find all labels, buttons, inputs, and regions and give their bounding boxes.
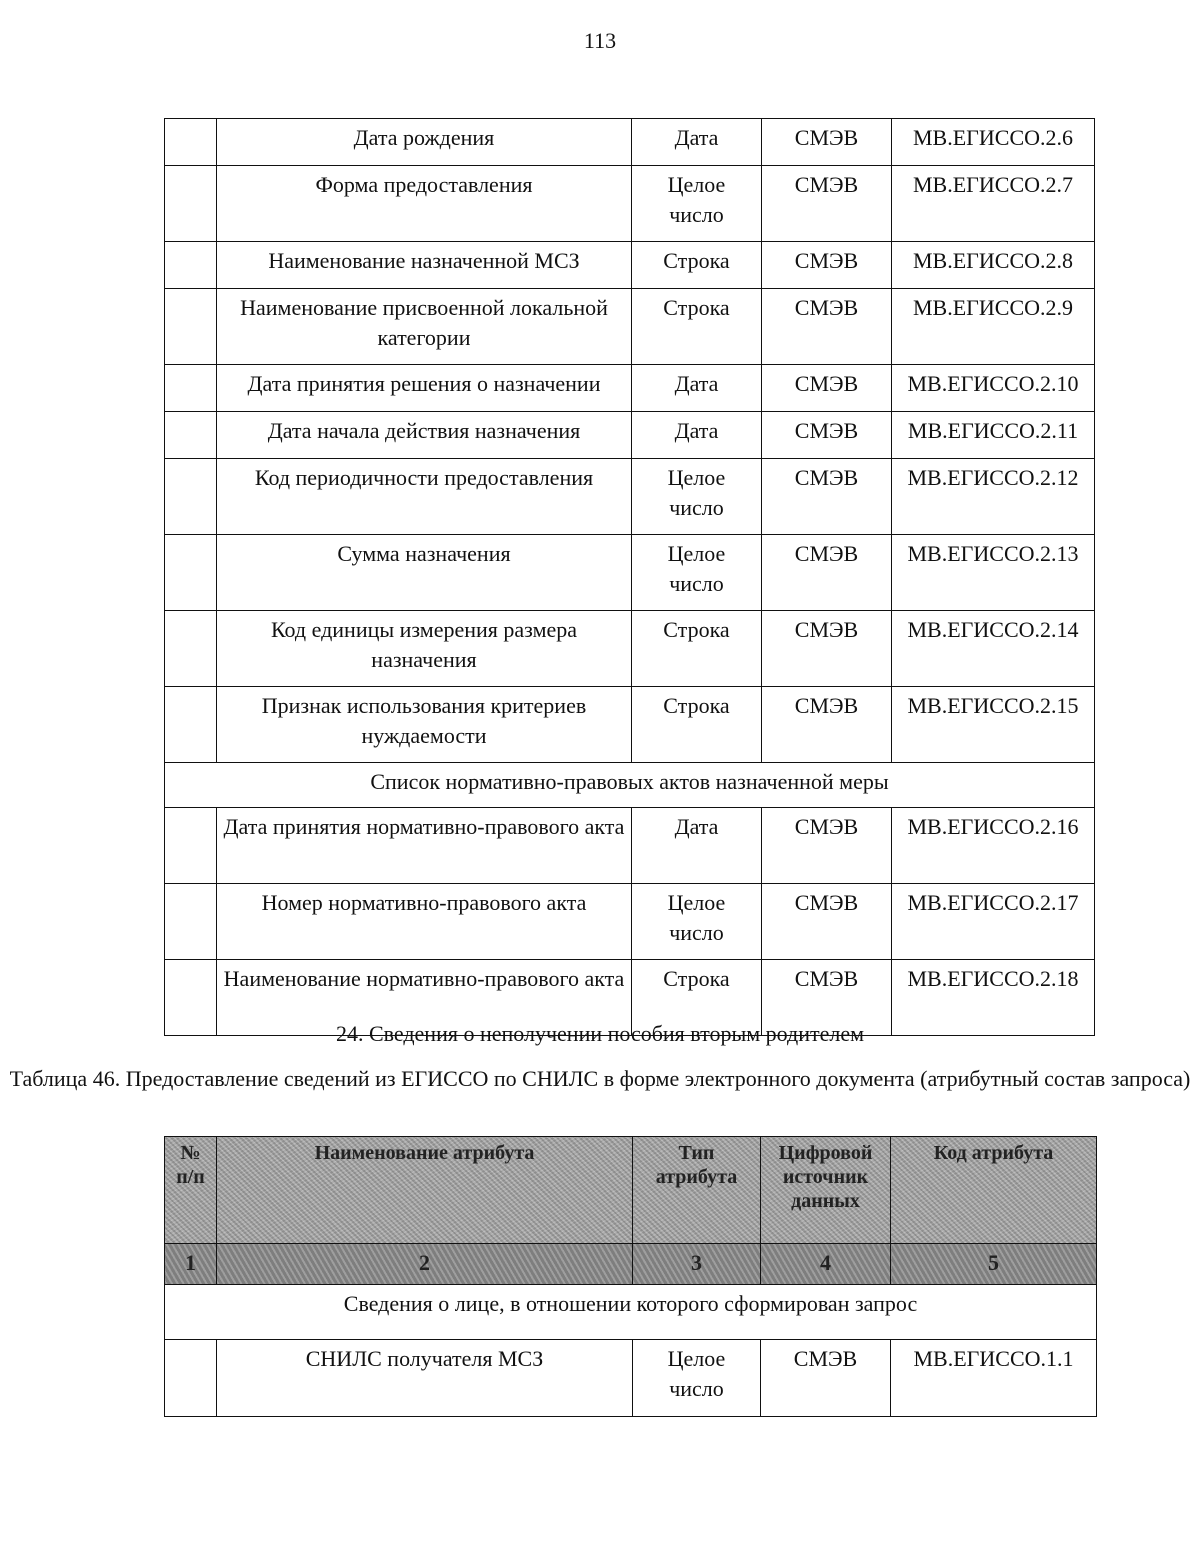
row-number-cell	[165, 459, 217, 535]
column-number-cell: 5	[891, 1244, 1097, 1285]
data-source-cell: СМЭВ	[762, 808, 892, 884]
table-row	[165, 166, 1095, 242]
attribute-type-cell: Целое число	[633, 1340, 761, 1417]
row-number-cell	[165, 1340, 217, 1417]
section-row	[165, 763, 1095, 808]
attribute-code-cell: МВ.ЕГИССО.2.9	[892, 289, 1095, 365]
row-number-cell	[165, 119, 217, 166]
table-row	[165, 412, 1095, 459]
row-number-cell	[165, 808, 217, 884]
attribute-code-cell: МВ.ЕГИССО.2.17	[892, 884, 1095, 960]
attribute-code-cell: МВ.ЕГИССО.1.1	[891, 1340, 1097, 1417]
section-title: Список нормативно-правовых актов назначенной меры	[165, 763, 1095, 808]
data-source-cell: СМЭВ	[761, 1340, 891, 1417]
table-row	[165, 365, 1095, 412]
attribute-type-cell: Строка	[632, 289, 762, 365]
column-number-cell: 2	[217, 1244, 633, 1285]
attribute-code-cell: МВ.ЕГИССО.2.11	[892, 412, 1095, 459]
page-number: 113	[583, 28, 617, 53]
row-number-cell	[165, 611, 217, 687]
data-source-cell: СМЭВ	[762, 884, 892, 960]
attribute-type-cell: Целое число	[632, 166, 762, 242]
data-source-cell: СМЭВ	[762, 242, 892, 289]
attribute-type-cell: Строка	[632, 960, 762, 1036]
data-source-cell: СМЭВ	[762, 459, 892, 535]
table-row	[165, 884, 1095, 960]
attribute-type-cell: Целое число	[632, 535, 762, 611]
attribute-type-cell: Целое число	[632, 459, 762, 535]
attribute-type-cell: Дата	[632, 808, 762, 884]
row-number-cell	[165, 412, 217, 459]
header-cell-source: Цифровой источник данных	[761, 1137, 891, 1244]
table-row	[165, 1340, 1097, 1417]
attribute-code-cell: МВ.ЕГИССО.2.18	[892, 960, 1095, 1036]
table-row	[165, 611, 1095, 687]
data-source-cell: СМЭВ	[762, 412, 892, 459]
data-source-cell: СМЭВ	[762, 535, 892, 611]
attribute-type-cell: Строка	[632, 611, 762, 687]
data-source-cell: СМЭВ	[762, 687, 892, 763]
attribute-code-cell: МВ.ЕГИССО.2.13	[892, 535, 1095, 611]
data-source-cell: СМЭВ	[762, 119, 892, 166]
attribute-code-cell: МВ.ЕГИССО.2.14	[892, 611, 1095, 687]
table-row	[165, 535, 1095, 611]
table-row	[165, 289, 1095, 365]
data-source-cell: СМЭВ	[762, 365, 892, 412]
table-row	[165, 119, 1095, 166]
attribute-type-cell: Строка	[632, 242, 762, 289]
attribute-name-cell: Дата рождения	[217, 119, 632, 166]
attribute-name-cell: Наименование назначенной МСЗ	[217, 242, 632, 289]
attribute-code-cell: МВ.ЕГИССО.2.10	[892, 365, 1095, 412]
attribute-type-cell: Дата	[632, 412, 762, 459]
attribute-code-cell: МВ.ЕГИССО.2.6	[892, 119, 1095, 166]
attribute-name-cell: Признак использования критериев нуждаемости	[217, 687, 632, 763]
attributes-table-body	[165, 119, 1095, 1036]
attribute-name-cell: Код единицы измерения размера назначения	[217, 611, 632, 687]
attribute-name-cell: Номер нормативно-правового акта	[217, 884, 632, 960]
attribute-code-cell: МВ.ЕГИССО.2.15	[892, 687, 1095, 763]
attribute-code-cell: МВ.ЕГИССО.2.7	[892, 166, 1095, 242]
column-number-cell: 3	[633, 1244, 761, 1285]
data-source-cell: СМЭВ	[762, 960, 892, 1036]
header-cell-name: Наименование атрибута	[217, 1137, 633, 1244]
attribute-code-cell: МВ.ЕГИССО.2.8	[892, 242, 1095, 289]
data-source-cell: СМЭВ	[762, 166, 892, 242]
table-row	[165, 687, 1095, 763]
attribute-type-cell: Целое число	[632, 884, 762, 960]
attribute-name-cell: Дата принятия решения о назначении	[217, 365, 632, 412]
column-number-row	[165, 1244, 1097, 1285]
header-cell-code: Код атрибута	[891, 1137, 1097, 1244]
row-number-cell	[165, 535, 217, 611]
header-cell-number: № п/п	[165, 1137, 217, 1244]
data-source-cell: СМЭВ	[762, 289, 892, 365]
row-number-cell	[165, 166, 217, 242]
column-number-cell: 4	[761, 1244, 891, 1285]
row-number-cell	[165, 365, 217, 412]
attribute-type-cell: Дата	[632, 119, 762, 166]
table-row	[165, 242, 1095, 289]
attribute-code-cell: МВ.ЕГИССО.2.12	[892, 459, 1095, 535]
attribute-name-cell: СНИЛС получателя МСЗ	[217, 1340, 633, 1417]
row-number-cell	[165, 884, 217, 960]
attribute-name-cell: Дата начала действия назначения	[217, 412, 632, 459]
data-source-cell: СМЭВ	[762, 611, 892, 687]
table-caption: Таблица 46. Предоставление сведений из ЕГИССО по СНИЛС в форме электронного документа (атрибутный состав запроса)	[9, 1066, 1191, 1091]
table-row	[165, 459, 1095, 535]
header-cell-type: Тип атрибута	[633, 1137, 761, 1244]
attribute-code-cell: МВ.ЕГИССО.2.16	[892, 808, 1095, 884]
attributes-table-continued	[164, 118, 1095, 1036]
table-header-row	[165, 1137, 1097, 1244]
attribute-name-cell: Форма предоставления	[217, 166, 632, 242]
section-row	[165, 1285, 1097, 1340]
row-number-cell	[165, 289, 217, 365]
attribute-type-cell: Дата	[632, 365, 762, 412]
attribute-name-cell: Наименование нормативно-правового акта	[217, 960, 632, 1036]
attribute-name-cell: Наименование присвоенной локальной категории	[217, 289, 632, 365]
attribute-type-cell: Строка	[632, 687, 762, 763]
table-row	[165, 808, 1095, 884]
section-heading: 24. Сведения о неполучении пособия вторым родителем	[335, 1021, 865, 1046]
column-number-cell: 1	[165, 1244, 217, 1285]
attribute-name-cell: Сумма назначения	[217, 535, 632, 611]
request-attributes-table	[164, 1136, 1097, 1417]
row-number-cell	[165, 242, 217, 289]
row-number-cell	[165, 687, 217, 763]
attribute-name-cell: Код периодичности предоставления	[217, 459, 632, 535]
attribute-name-cell: Дата принятия нормативно-правового акта	[217, 808, 632, 884]
request-attributes-table-body	[165, 1137, 1097, 1417]
section-title: Сведения о лице, в отношении которого сформирован запрос	[165, 1285, 1097, 1340]
